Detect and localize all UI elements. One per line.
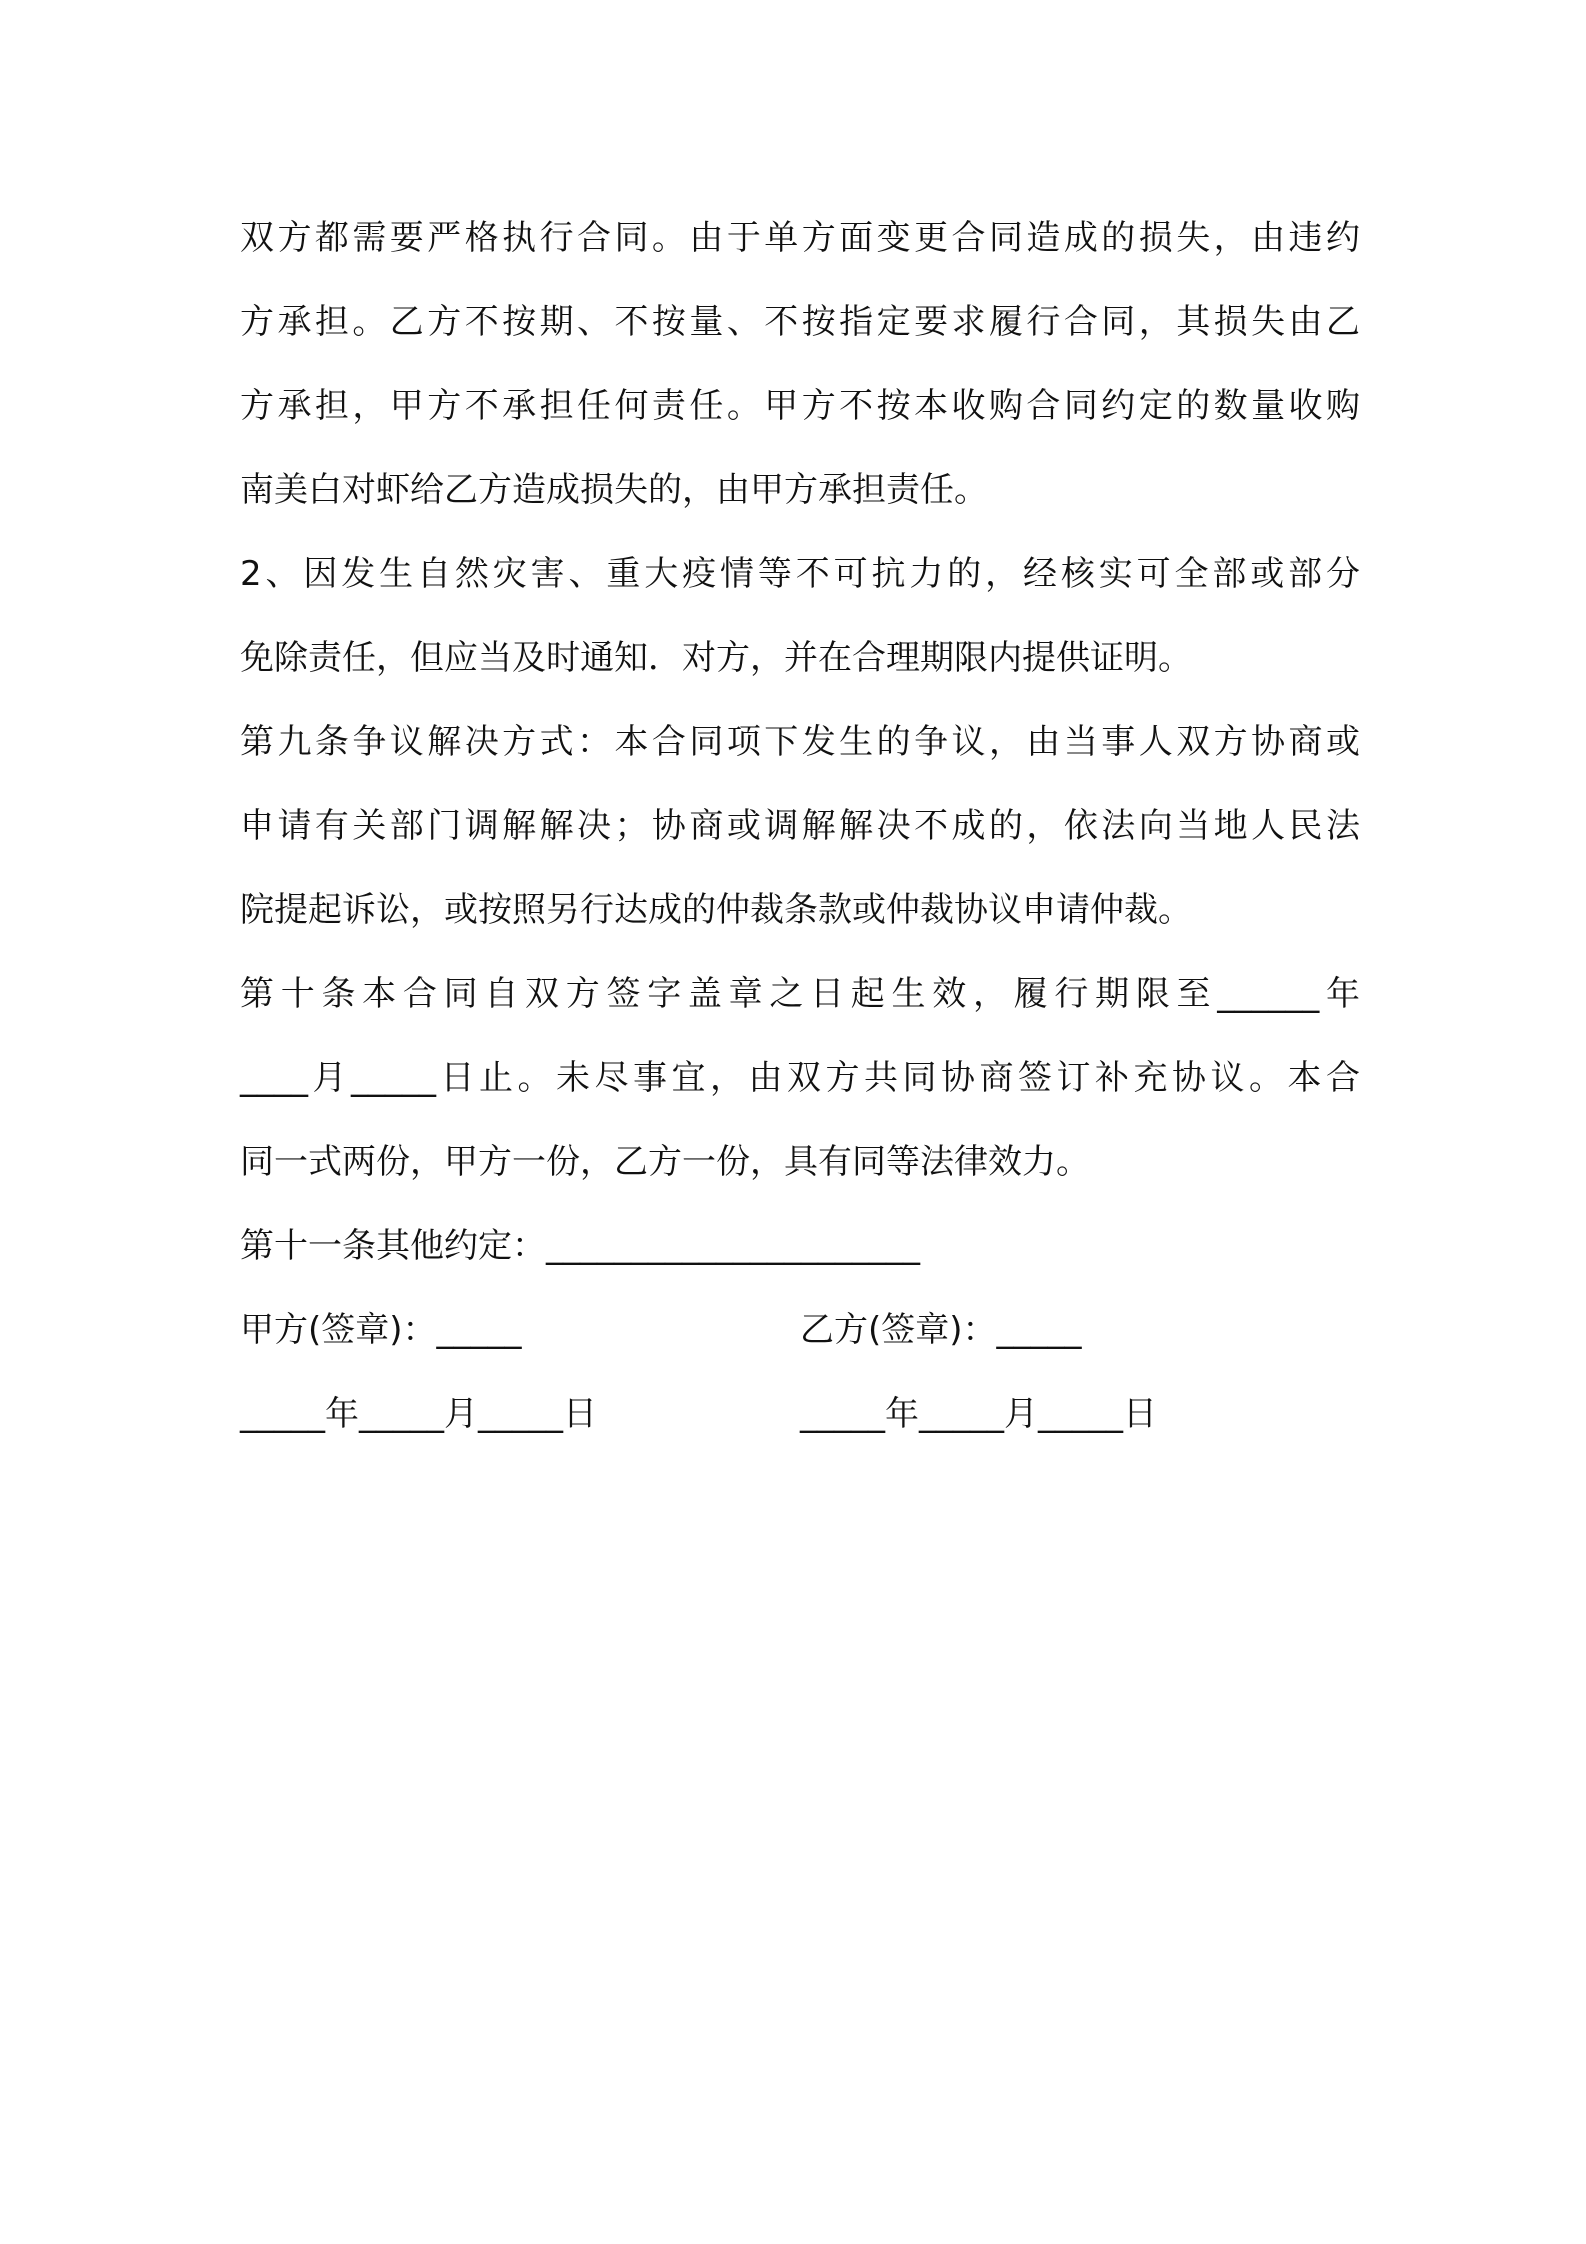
paragraph-force-majeure: [240, 532, 1360, 700]
text-line: 申请有关部门调解解决；协商或调解解决不成的，依法向当地人民法: [240, 806, 1360, 846]
signature-block: [240, 1288, 1360, 1456]
text-line: 第九条争议解决方式：本合同项下发生的争议，由当事人双方协商或: [240, 722, 1360, 762]
text-line: 第十条本合同自双方签字盖章之日起生效，履行期限至______年: [240, 974, 1360, 1014]
signature-party-b: [800, 1288, 1360, 1456]
text-line: 方承担。乙方不按期、不按量、不按指定要求履行合同，其损失由乙: [240, 302, 1360, 342]
text-line: ____月_____日止。未尽事宜，由双方共同协商签订补充协议。本合: [240, 1058, 1360, 1098]
text-line: 2、因发生自然灾害、重大疫情等不可抗力的，经核实可全部或部分: [240, 554, 1360, 594]
text-line: 第十一条其他约定：______________________: [240, 1226, 920, 1266]
paragraph-liability: [240, 196, 1360, 532]
paragraph-article-10: [240, 952, 1360, 1204]
text-line: 同一式两份，甲方一份，乙方一份，具有同等法律效力。: [240, 1142, 1090, 1182]
paragraph-article-9: [240, 700, 1360, 952]
party-b-signature-label: 乙方(签章)：_____: [800, 1310, 1082, 1350]
text-line: 双方都需要严格执行合同。由于单方面变更合同造成的损失，由违约: [240, 218, 1360, 258]
document-body: [240, 196, 1360, 1456]
party-b-signature-date: _____年_____月_____日: [800, 1394, 1157, 1434]
party-a-signature-date: _____年_____月_____日: [240, 1394, 597, 1434]
text-line: 院提起诉讼，或按照另行达成的仲裁条款或仲裁协议申请仲裁。: [240, 890, 1192, 930]
paragraph-article-11: [240, 1204, 1360, 1288]
text-line: 免除责任，但应当及时通知．对方，并在合理期限内提供证明。: [240, 638, 1192, 678]
text-line: 南美白对虾给乙方造成损失的，由甲方承担责任。: [240, 470, 988, 510]
text-line: 方承担，甲方不承担任何责任。甲方不按本收购合同约定的数量收购: [240, 386, 1360, 426]
signature-party-a: [240, 1288, 800, 1456]
party-a-signature-label: 甲方(签章)：_____: [240, 1310, 522, 1350]
